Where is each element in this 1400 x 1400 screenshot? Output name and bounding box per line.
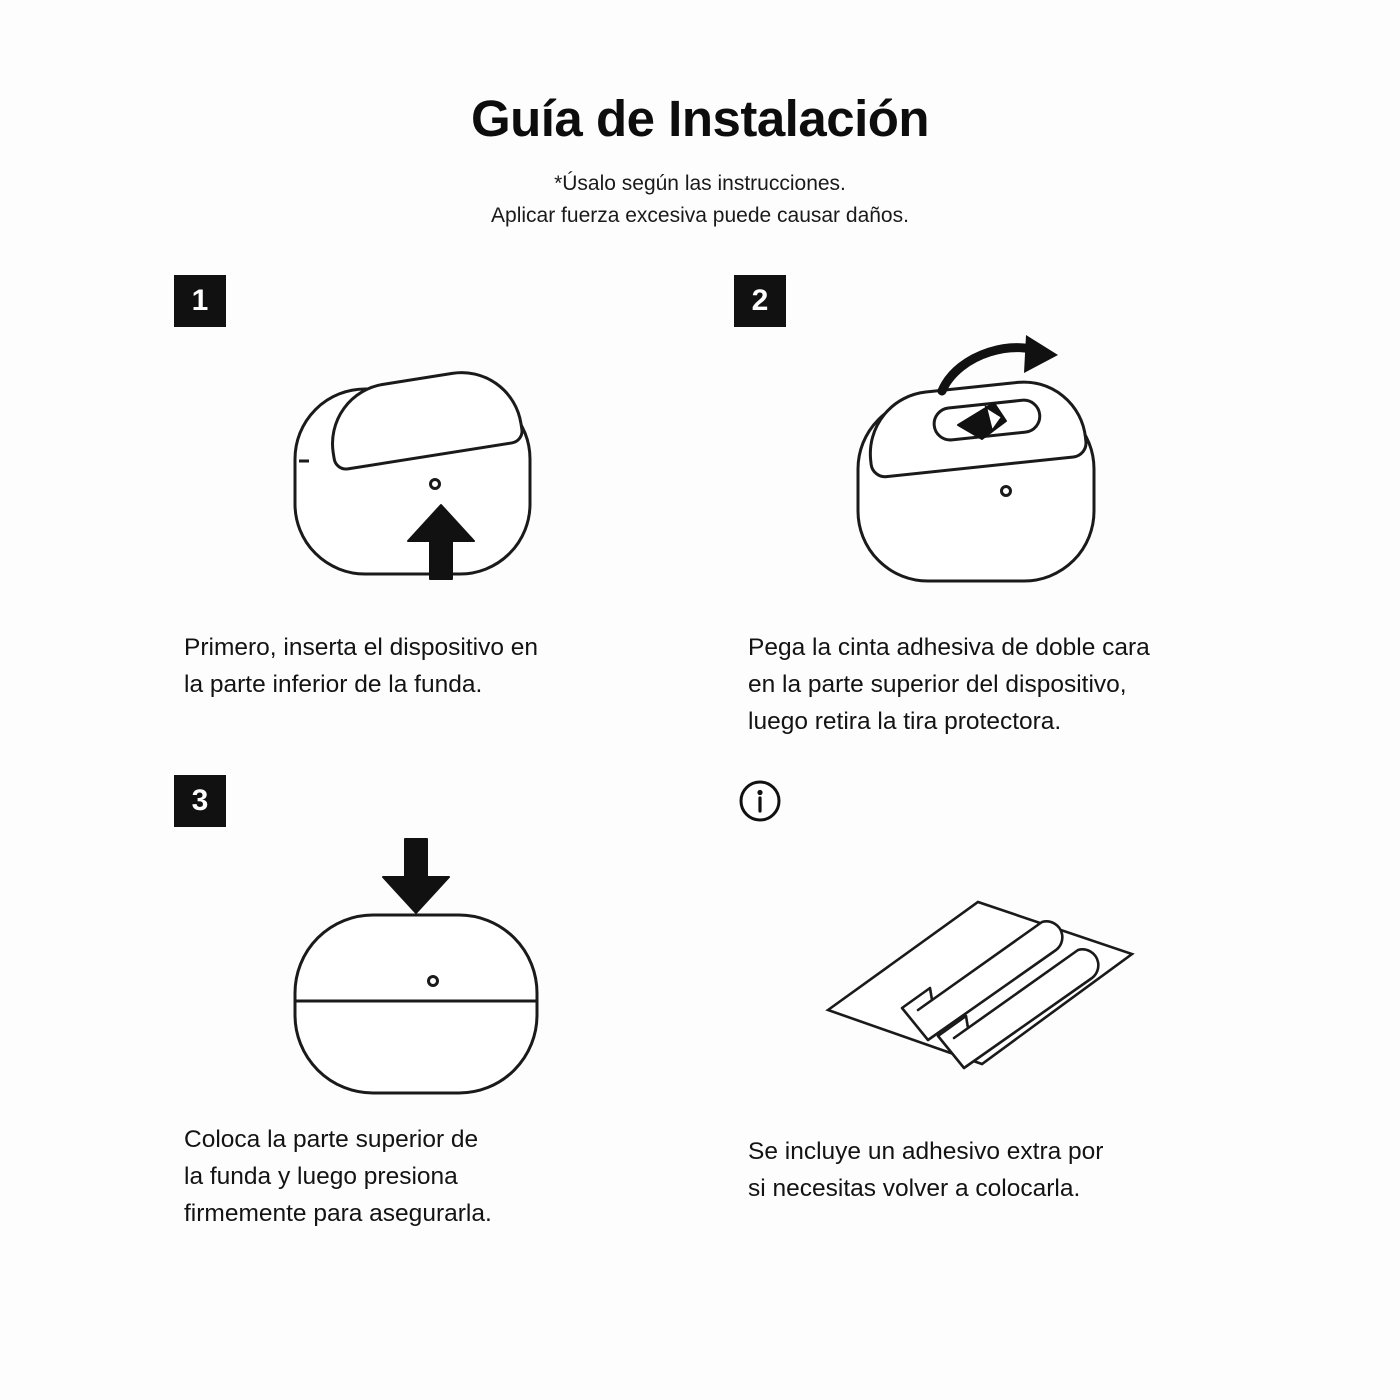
step-caption-3	[174, 1121, 666, 1233]
page-title: Guía de Instalación	[470, 90, 930, 147]
info-illustration	[734, 833, 1226, 1133]
step-caption-2-line-1: Pega la cinta adhesiva de doble cara	[748, 633, 1150, 661]
step-caption-3-line-2: la funda y luego presiona	[184, 1162, 458, 1190]
earbud-case-peel-tape-icon	[810, 329, 1150, 629]
step-illustration-1	[174, 329, 666, 629]
step-item-4	[700, 775, 1260, 1275]
info-icon	[737, 778, 783, 824]
step-item-2	[700, 275, 1260, 775]
adhesive-strips-sheet-icon	[810, 858, 1150, 1108]
step-number-badge-2: 2	[734, 275, 786, 327]
step-caption-3-line-1: Coloca la parte superior de	[184, 1125, 479, 1153]
step-item-3	[140, 775, 700, 1275]
step-number-badge-1: 1	[174, 275, 226, 327]
step-illustration-3	[174, 821, 666, 1121]
info-caption-line-1: Se incluye un adhesivo extra por	[748, 1137, 1104, 1165]
page-header	[0, 0, 1400, 233]
step-caption-2	[734, 629, 1226, 741]
subtitle-line-1: *Úsalo según las instrucciones.	[554, 171, 846, 195]
page-subtitle	[0, 168, 1400, 233]
step-caption-1	[174, 629, 666, 703]
step-caption-2-line-3: luego retira la tira protectora.	[748, 708, 1062, 736]
step-caption-3-line-3: firmemente para asegurarla.	[184, 1200, 492, 1228]
earbud-case-press-top-icon	[255, 821, 585, 1121]
info-badge	[734, 775, 786, 827]
step-number-badge-3: 3	[174, 775, 226, 827]
info-caption	[734, 1133, 1226, 1207]
step-caption-1-line-2: la parte inferior de la funda.	[184, 670, 483, 698]
steps-grid	[140, 275, 1260, 1275]
step-caption-1-line-1: Primero, inserta el dispositivo en	[184, 633, 539, 661]
step-illustration-2	[734, 329, 1226, 629]
earbud-case-bottom-insert-icon	[255, 329, 585, 629]
step-item-1	[140, 275, 700, 775]
subtitle-line-2: Aplicar fuerza excesiva puede causar daños.	[491, 204, 909, 228]
info-caption-line-2: si necesitas volver a colocarla.	[748, 1174, 1081, 1202]
step-caption-2-line-2: en la parte superior del dispositivo,	[748, 670, 1127, 698]
